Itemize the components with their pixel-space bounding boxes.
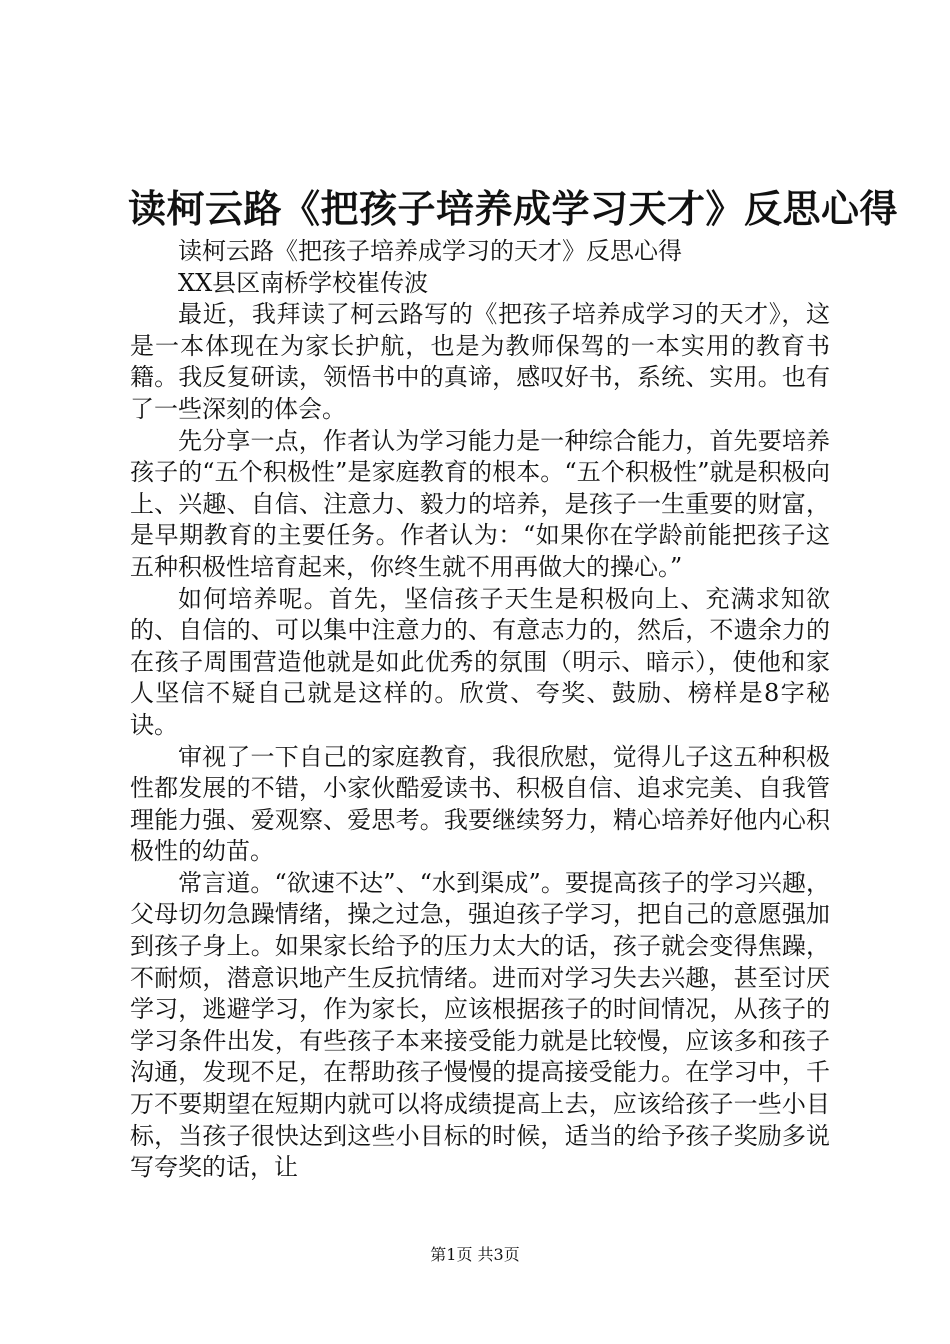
body-paragraph: 常言道。“欲速不达”、“水到渠成”。要提高孩子的学习兴趣，父母切勿急躁情绪，操之过急，强迫孩子学习，把自己的意愿强加到孩子身上。如果家长给予的压力太大的话，孩子就会变得焦躁，不耐烦，潜意识地产生反抗情绪。进而对学习失去兴趣，甚至讨厌学习，逃避学习，作为家长，应该根据孩子的时间情况，从孩子的学习条件出发，有些孩子本来接受能力就是比较慢，应该多和孩子沟通，发现不足，在帮助孩子慢慢的提高接受能力。在学习中，千万不要期望在短期内就可以将成绩提高上去，应该给孩子一些小目标，当孩子很快达到这些小目标的时候，适当的给予孩子奖励多说写夸奖的话，让 — [130, 868, 830, 1182]
body-paragraph: 如何培养呢。首先，坚信孩子天生是积极向上、充满求知欲的、自信的、可以集中注意力的、有意志力的，然后，不遗余力的在孩子周围营造他就是如此优秀的氛围（明示、暗示），使他和家人坚信不疑自己就是这样的。欣赏、夸奖、鼓励、榜样是8字秘诀。 — [130, 584, 830, 739]
body-paragraph: 最近，我拜读了柯云路写的《把孩子培养成学习的天才》，这是一本体现在为家长护航，也是为教师保驾的一本实用的教育书籍。我反复研读，领悟书中的真谛，感叹好书，系统、实用。也有了一些深刻的体会。 — [130, 300, 830, 423]
document-title: 读柯云路《把孩子培养成学习天才》反思心得 — [128, 186, 899, 231]
body-paragraph: 先分享一点，作者认为学习能力是一种综合能力，首先要培养孩子的“五个积极性”是家庭教育的根本。“五个积极性”就是积极向上、兴趣、自信、注意力、毅力的培养，是孩子一生重要的财富，是早期教育的主要任务。作者认为：“如果你在学龄前能把孩子这五种积极性培育起来，你终生就不用再做大的操心。” — [130, 426, 830, 581]
subtitle-paragraph: 读柯云路《把孩子培养成学习的天才》反思心得 — [178, 237, 682, 265]
page-number-footer: 第1页 共3页 — [430, 1245, 520, 1264]
author-paragraph: XX县区南桥学校崔传波 — [178, 268, 429, 297]
body-paragraph: 审视了一下自己的家庭教育，我很欣慰，觉得儿子这五种积极性都发展的不错，小家伙酷爱读书、积极自信、追求完美、自我管理能力强、爱观察、爱思考。我要继续努力，精心培养好他内心积极性的幼苗。 — [130, 742, 830, 866]
document-body — [130, 236, 830, 1184]
